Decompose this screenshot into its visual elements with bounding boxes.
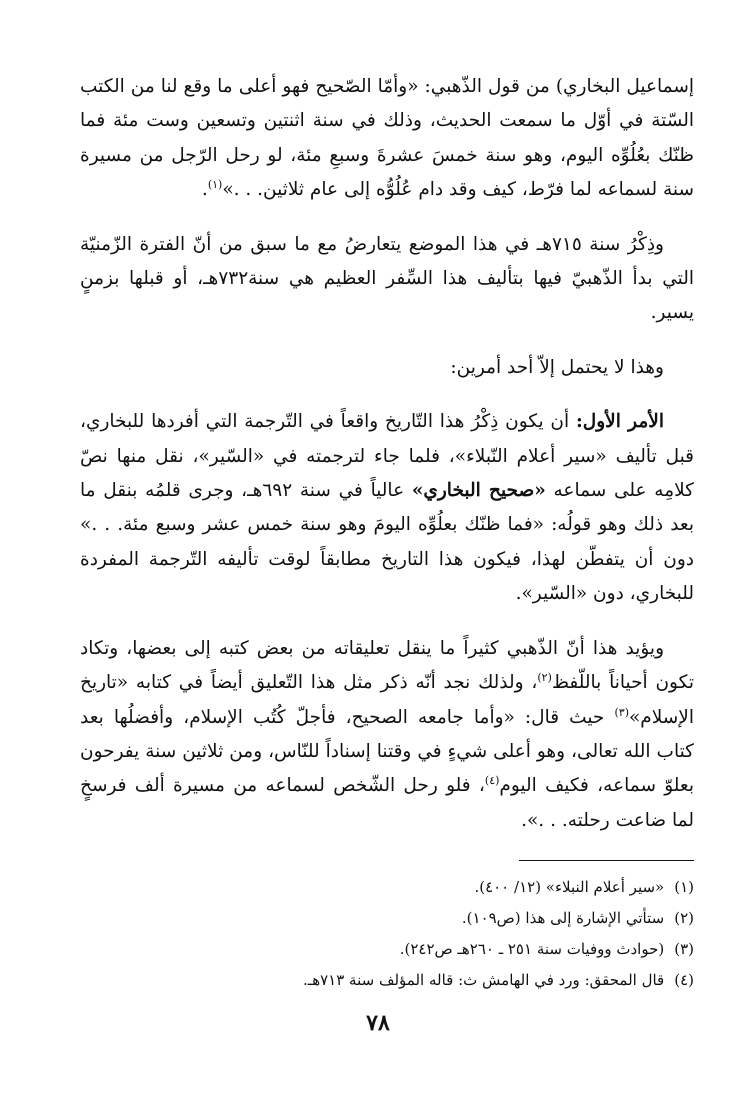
footnote-3-number: (٣) [674, 940, 694, 958]
footnote-3-text: (حوادث ووفيات سنة ٢٥١ ـ ٢٦٠هـ ص٢٤٢). [399, 940, 665, 958]
footnote-1-number: (١) [674, 878, 694, 896]
paragraph-2-text: وذِكْرُ سنة ٧١٥هـ في هذا الموضع يتعارضُ مع ما سبق من أنّ الفترة الزّمنيّة التي بدأ الذّهبيّ فيها بتأليف هذا السِّفر العظيم هي سنة٧٣٢هـ، أو قبلها بزمنٍ يسير. [80, 233, 694, 324]
main-text [80, 70, 694, 858]
footnote-1 [80, 872, 694, 903]
paragraph-1-text: إسماعيل البخاري) من قول الذّهبي: «وأمّا الصّحيح فهو أعلى ما وقع لنا من الكتب السّتة في أوّل ما سمعت الحديث، وذلك في سنة اثنتين وتسعين وست مئة فما ظنّك بعُلُوِّه اليوم، وهو سنة خمسَ عشرةَ وسبعِ مئة، لو رحل الرّجل من مسيرة سنة لسماعه لما فرّط، كيف وقد دام عُلُوُّه إلى عام ثلاثين. . .» [80, 76, 694, 201]
paragraph-3-text: وهذا لا يحتمل إلاّ أحد أمرين: [450, 356, 664, 378]
paragraph-4-text-b: عالياً في سنة ٦٩٢هـ، وجرى قلمُه بنقل ما بعد ذلك وهو قولُه: «فما ظنّك بعلُوِّه اليومَ وهو سنة خمس عشر وسبع مئة. . .» دون أن يتفطّن لهذا، فيكون هذا التاريخ مطابقاً لوقت تأليفه التّرجمة المفردة للبخاري، دون «السّير». [80, 480, 694, 605]
footnote-1-text: «سير أعلام النبلاء» (١٢/ ٤٠٠). [474, 878, 665, 896]
footnotes [80, 872, 694, 996]
footnote-4-text: قال المحقق: ورد في الهامش ث: قاله المؤلف سنة ٧١٣هـ. [303, 971, 665, 989]
footnote-2-number: (٢) [674, 909, 694, 927]
paragraph-1 [80, 70, 694, 208]
paragraph-5-text-b: ، ولذلك نجد أنّه ذكر مثل هذا التّعليق أيضاً في كتابه «تاريخ الإسلام» [80, 672, 694, 728]
paragraph-5-text-a: ويؤيد هذا أنّ الذّهبي كثيراً ما ينقل تعليقاته من بعض كتبه إلى بعضها، وتكاد تكون أحياناً باللّفظ [80, 637, 694, 694]
footnote-ref-1: (١) [207, 178, 223, 192]
footnote-2 [80, 903, 694, 934]
footnote-4 [80, 965, 694, 996]
paragraph-1-tail: . [201, 179, 208, 201]
paragraph-5-text-c: حيث قال: «وأما جامعه الصحيح، فأجلّ كُتُب الإسلام، وأفضلُها بعد كتاب الله تعالى، وهو أعلى شيءٍ في وقتنا إسناداً للنّاس، ومن ثلاثين سنة يفرحون بعلوّ سماعه، فكيف اليوم [80, 706, 695, 797]
paragraph-4 [80, 405, 694, 611]
paragraph-5-text-d: ، فلو رحل الشّخص لسماعه من مسيرة ألف فرسخٍ لما ضاعت رحلته. . .». [80, 775, 694, 831]
footnote-ref-2: (٢) [537, 670, 552, 684]
paragraph-2 [80, 228, 694, 331]
footnote-3 [80, 934, 694, 965]
paragraph-5 [80, 632, 694, 838]
footnote-separator [519, 860, 694, 861]
paragraph-4-text-a: أن يكون ذِكْرُ هذا التّاريخ واقعاً في التّرجمة التي أفردها للبخاري، قبل تأليف «سير أعلام النّبلاء»، فلما جاء لترجمته في «السّير»، نقل منها نصّ كلامِه على سماعه [80, 411, 694, 502]
footnote-ref-3: (٣) [614, 705, 629, 719]
footnote-ref-4: (٤) [484, 774, 500, 788]
footnote-2-text: ستأتي الإشارة إلى هذا (ص١٠٩). [461, 909, 665, 927]
footnote-4-number: (٤) [674, 971, 694, 989]
page-number: ٧٨ [366, 1010, 390, 1036]
sahih-bukhari-title: «صحيح البخاري» [411, 480, 546, 502]
paragraph-3 [80, 351, 694, 385]
first-matter-heading: الأمر الأول: [575, 411, 664, 433]
